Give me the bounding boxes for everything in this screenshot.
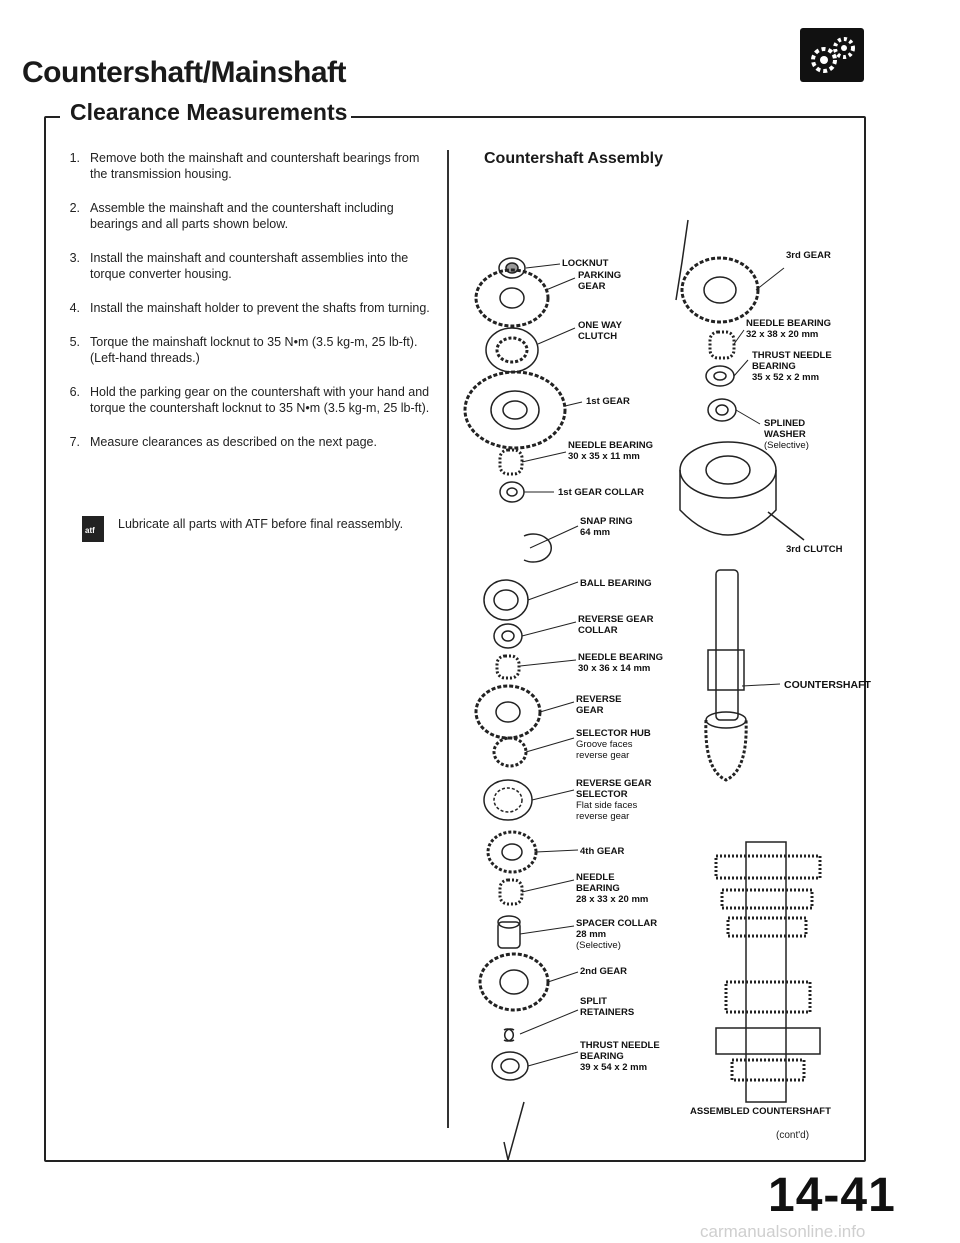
continued-marker: (cont'd) (776, 1130, 810, 1141)
step-item: 3. Install the mainshaft and countershaft assemblies into the torque converter housing. (69, 251, 409, 281)
selector-hub-part (494, 738, 526, 766)
label-parking-gear: PARKING GEAR (578, 270, 622, 292)
reverse-selector-part (484, 780, 532, 820)
label-first-gear: 1st GEAR (586, 396, 630, 407)
step-item: 1. Remove both the mainshaft and countershaft bearings from the transmission housing. (69, 151, 420, 181)
label-thrust-needle-bearing: THRUST NEEDLE BEARING 39 x 54 x 2 mm (580, 1040, 660, 1073)
spacer-collar-part (498, 916, 520, 948)
needle-bearing-part (710, 332, 734, 358)
label-split-retainers: SPLIT RETAINERS (580, 996, 635, 1018)
label-second-gear: 2nd GEAR (580, 966, 627, 977)
label-third-clutch: 3rd CLUTCH (786, 544, 843, 555)
step-item: 2. Assemble the mainshaft and the countershaft including bearings and all parts shown below. (69, 201, 394, 231)
label-snap-ring: SNAP RING 64 mm (580, 516, 633, 538)
label-first-gear-collar: 1st GEAR COLLAR (558, 487, 645, 498)
label-reverse-gear-selector: REVERSE GEAR SELECTOR Flat side faces reverse gear (576, 778, 652, 822)
countershaft-part (706, 570, 746, 780)
fourth-gear-part (488, 832, 536, 872)
step-item: 7. Measure clearances as described on the next page. (69, 435, 377, 449)
label-thrust-needle-bearing: THRUST NEEDLE BEARING 35 x 52 x 2 mm (752, 350, 832, 383)
snap-ring-part (524, 534, 551, 562)
label-needle-bearing: NEEDLE BEARING 28 x 33 x 20 mm (576, 872, 649, 905)
gear-collar-part (500, 482, 524, 502)
label-selector-hub: SELECTOR HUB Groove faces reverse gear (576, 728, 651, 761)
label-fourth-gear: 4th GEAR (580, 846, 625, 857)
diagram-title: Countershaft Assembly (484, 150, 663, 167)
note-text: Lubricate all parts with ATF before final reassembly. (118, 517, 404, 531)
step-item: 4. Install the mainshaft holder to prevent the shafts from turning. (69, 301, 430, 315)
atf-icon: atf (82, 516, 104, 542)
label-spacer-collar: SPACER COLLAR 28 mm (Selective) (576, 918, 658, 951)
label-locknut: LOCKNUT (562, 258, 609, 269)
label-ball-bearing: BALL BEARING (580, 578, 652, 589)
thrust-bearing-part (706, 366, 734, 386)
page-title: Countershaft/Mainshaft (22, 56, 347, 89)
reverse-gear-part (476, 686, 540, 738)
label-reverse-gear-collar: REVERSE GEAR COLLAR (578, 614, 654, 636)
assembled-countershaft-part (716, 842, 820, 1102)
ball-bearing-part (484, 580, 528, 620)
needle-bearing-part (500, 880, 522, 904)
thrust-bearing-part (492, 1052, 528, 1080)
step-item: 6. Hold the parking gear on the countershaft with your hand and torque the countershaft locknut to 35 N•m (3.5 kg-m, 25 lb-ft). (69, 385, 430, 415)
locknut-part (499, 258, 525, 278)
first-gear-part (465, 372, 565, 448)
label-countershaft: COUNTERSHAFT (784, 679, 871, 691)
third-gear-part (682, 258, 758, 322)
label-third-gear: 3rd GEAR (786, 250, 831, 261)
needle-bearing-part (497, 656, 519, 678)
page-number: 14-41 (768, 1169, 896, 1222)
step-item: 5. Torque the mainshaft locknut to 35 N•m (3.5 kg-m, 25 lb-ft). (Left-hand threads.) (69, 335, 418, 365)
label-needle-bearing: NEEDLE BEARING 32 x 38 x 20 mm (746, 318, 831, 340)
label-splined-washer: SPLINED WASHER (Selective) (764, 418, 809, 451)
reverse-collar-part (494, 624, 522, 648)
label-needle-bearing: NEEDLE BEARING 30 x 36 x 14 mm (578, 652, 663, 674)
splined-washer-part (708, 399, 736, 421)
needle-bearing-part (500, 450, 522, 474)
section-subtitle: Clearance Measurements (66, 99, 351, 126)
watermark: carmanualsonline.info (700, 1222, 866, 1241)
second-gear-part (480, 954, 548, 1010)
third-clutch-part (680, 442, 776, 535)
label-reverse-gear: REVERSE GEAR (576, 694, 622, 716)
one-way-clutch-part (486, 328, 538, 372)
label-one-way-clutch: ONE WAY CLUTCH (578, 320, 622, 342)
label-assembled-countershaft: ASSEMBLED COUNTERSHAFT (690, 1106, 831, 1117)
label-needle-bearing: NEEDLE BEARING 30 x 35 x 11 mm (568, 440, 653, 462)
split-retainers-part (504, 1029, 514, 1041)
